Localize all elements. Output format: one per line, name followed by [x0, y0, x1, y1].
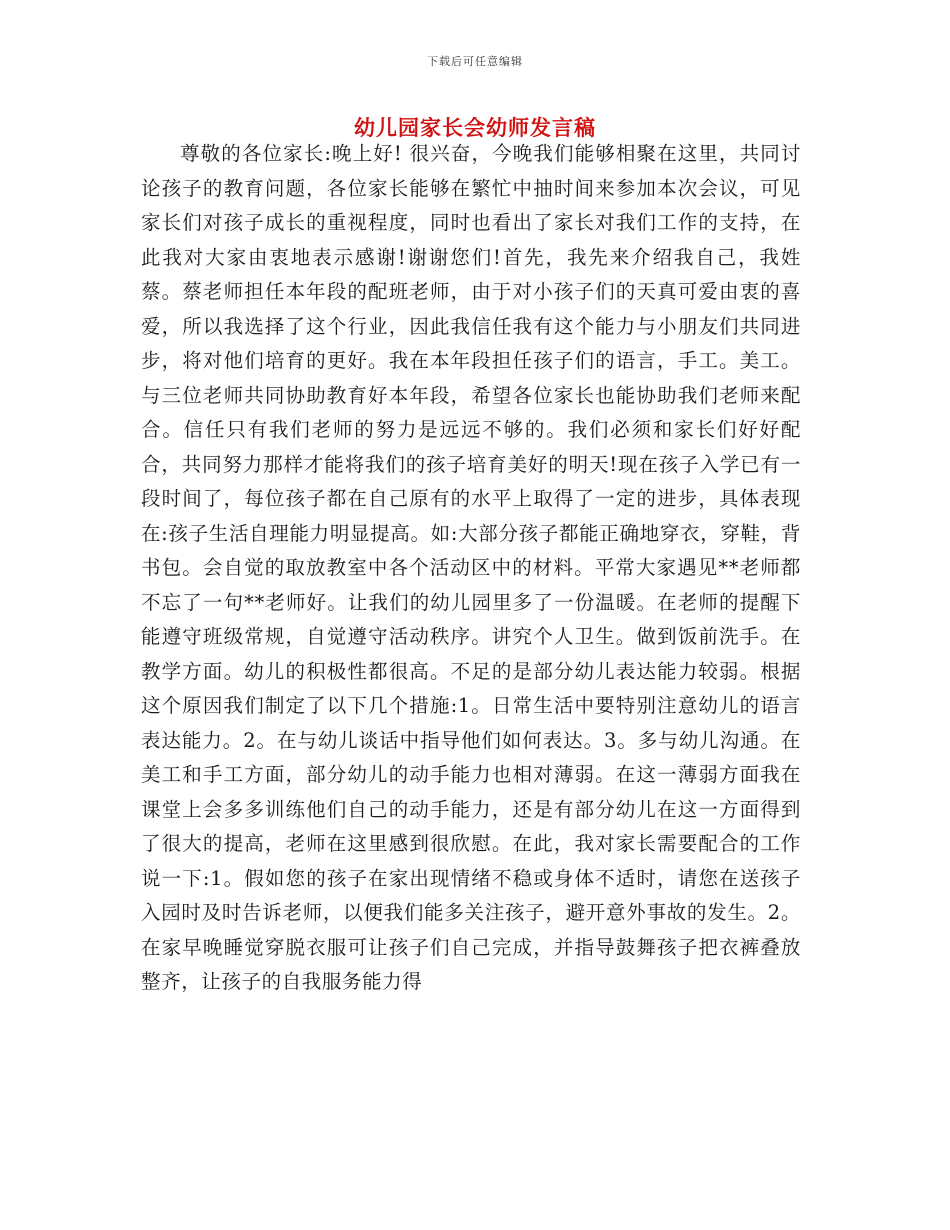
document-body-paragraph: 尊敬的各位家长:晚上好! 很兴奋，今晚我们能够相聚在这里，共同讨论孩子的教育问题，各位家长能够在繁忙中抽时间来参加本次会议，可见家长们对孩子成长的重视程度，同时也看出了家长对我们工作的支持，在此我对大家由衷地表示感谢!谢谢您们!首先，我先来介绍我自己，我姓蔡。蔡老师担任本年段的配班老师，由于对小孩子们的天真可爱由衷的喜爱，所以我选择了这个行业，因此我信任我有这个能力与小朋友们共同进步，将对他们培育的更好。我在本年段担任孩子们的语言，手工。美工。与三位老师共同协助教育好本年段，希望各位家长也能协助我们老师来配合。信任只有我们老师的努力是远远不够的。我们必须和家长们好好配合，共同努力那样才能将我们的孩子培育美好的明天!现在孩子入学已有一段时间了，每位孩子都在自己原有的水平上取得了一定的进步，具体表现在:孩子生活自理能力明显提高。如:大部分孩子都能正确地穿衣，穿鞋，背书包。会自觉的取放教室中各个活动区中的材料。平常大家遇见**老师都不忘了一句**老师好。让我们的幼儿园里多了一份温暖。在老师的提醒下能遵守班级常规，自觉遵守活动秩序。讲究个人卫生。做到饭前洗手。在教学方面。幼儿的积极性都很高。不足的是部分幼儿表达能力较弱。根据这个原因我们制定了以下几个措施:1。日常生活中要特别注意幼儿的语言表达能力。2。在与幼儿谈话中指导他们如何表达。3。多与幼儿沟通。在美工和手工方面，部分幼儿的动手能力也相对薄弱。在这一薄弱方面我在课堂上会多多训练他们自己的动手能力，还是有部分幼儿在这一方面得到了很大的提高，老师在这里感到很欣慰。在此，我对家长需要配合的工作说一下:1。假如您的孩子在家出现情绪不稳或身体不适时，请您在送孩子入园时及时告诉老师，以便我们能多关注孩子，避开意外事故的发生。2。在家早晚睡觉穿脱衣服可让孩子们自己完成，并指导鼓舞孩子把衣裤叠放整齐，让孩子的自我服务能力得: [141, 142, 801, 993]
page-header-note: 下载后可任意编辑: [427, 55, 523, 68]
document-title: 幼儿园家长会幼师发言稿: [354, 115, 596, 140]
